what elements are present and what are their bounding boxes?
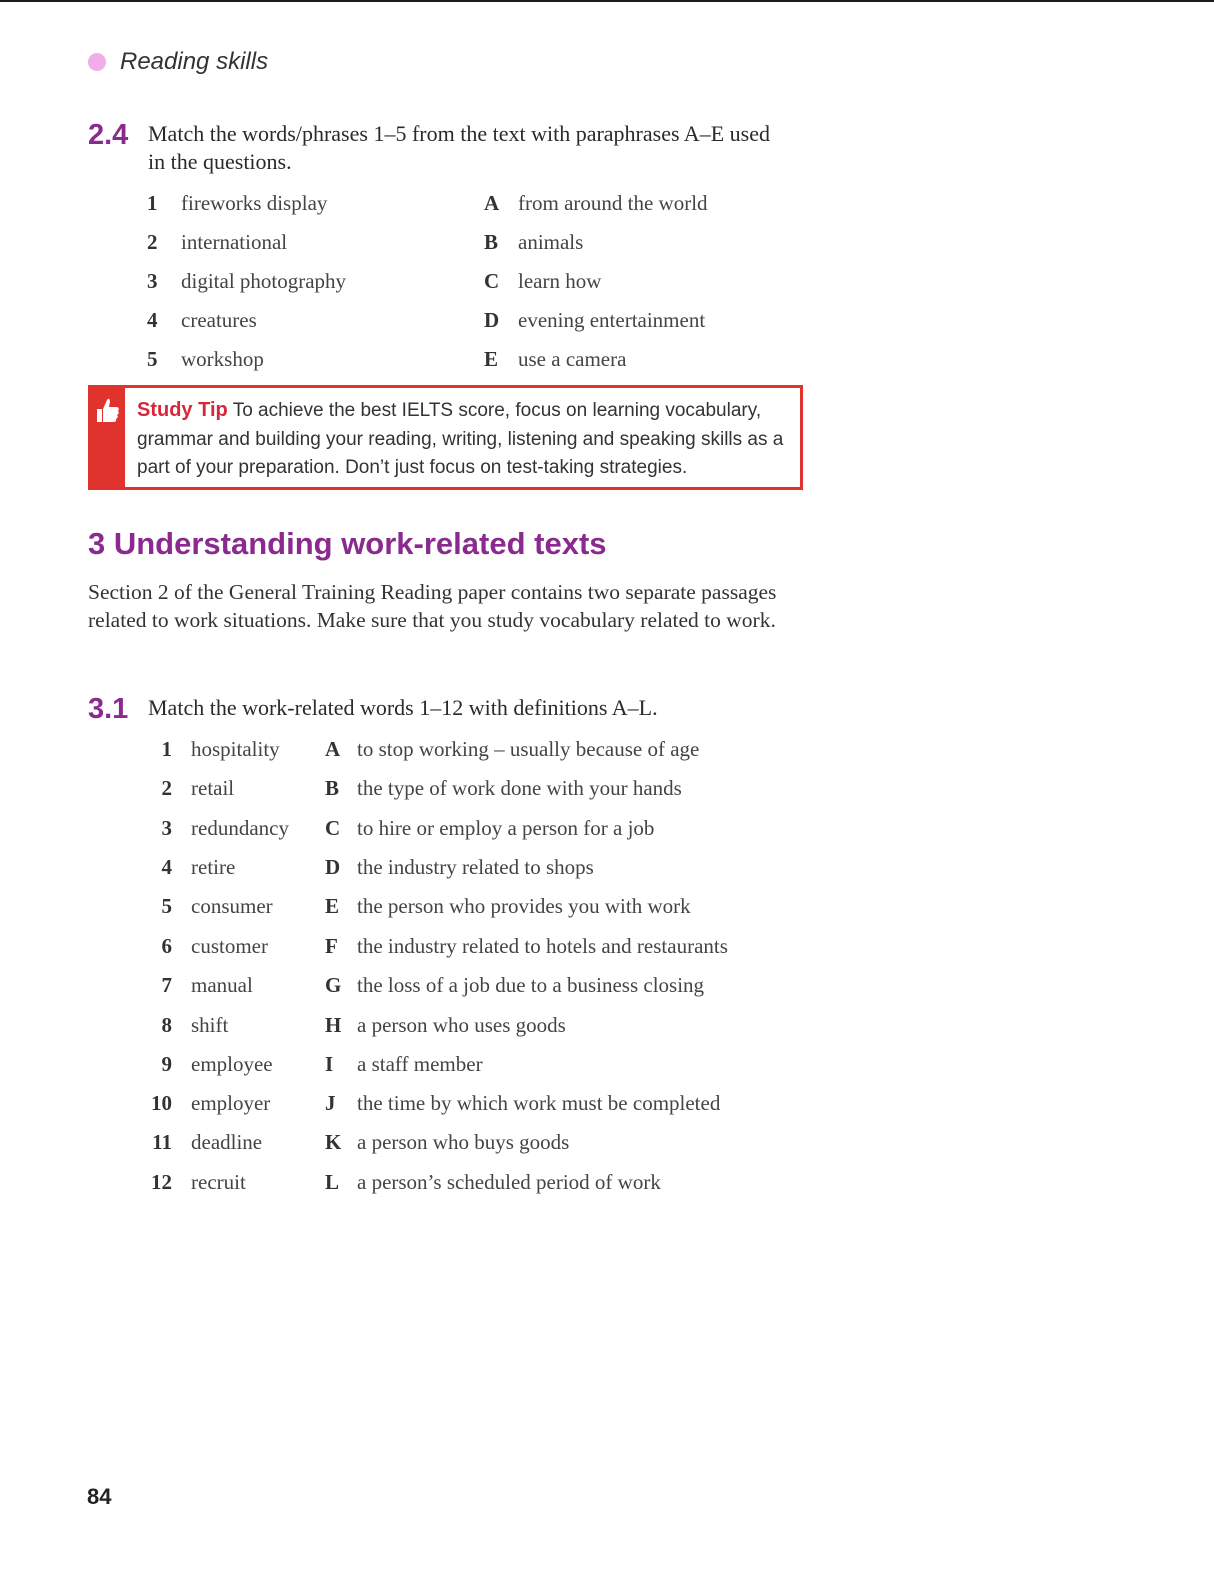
word-text: consumer <box>191 894 273 918</box>
item-number: 2 <box>147 230 158 254</box>
item-number: 5 <box>147 347 158 371</box>
option-text: from around the world <box>518 191 708 215</box>
definition-text: the loss of a job due to a business closing <box>357 973 705 997</box>
definition-letter: D <box>325 855 341 879</box>
item-text: creatures <box>181 308 257 332</box>
list-item <box>147 269 346 293</box>
thumbs-up-icon <box>94 396 122 426</box>
word-number: 12 <box>151 1170 172 1194</box>
item-text: international <box>181 230 288 254</box>
table-row <box>146 776 682 800</box>
definition-text: a staff member <box>357 1052 483 1076</box>
list-item <box>147 308 257 332</box>
exercise-2-4-heading <box>88 120 778 176</box>
definition-letter: I <box>325 1052 334 1076</box>
exercise-instruction: Match the work-related words 1–12 with definitions A–L. <box>148 695 658 720</box>
option-text: learn how <box>518 269 602 293</box>
table-row <box>146 894 691 918</box>
page-number: 84 <box>87 1484 112 1509</box>
definition-letter: F <box>325 934 338 958</box>
word-text: hospitality <box>191 737 280 761</box>
word-text: employee <box>191 1052 273 1076</box>
word-number: 6 <box>161 934 172 958</box>
definition-letter: J <box>325 1091 336 1115</box>
option-item <box>484 230 583 254</box>
word-text: retire <box>191 855 236 879</box>
table-row <box>146 737 699 761</box>
option-item <box>484 347 626 371</box>
section-intro: Section 2 of the General Training Reading paper contains two separate passages related to work situations. Make sure that you study vocabulary related to work. <box>88 580 777 632</box>
definition-letter: E <box>325 894 340 918</box>
item-text: fireworks display <box>181 191 328 215</box>
option-letter: C <box>484 269 500 293</box>
definition-text: the person who provides you with work <box>357 894 691 918</box>
definition-text: a person’s scheduled period of work <box>357 1170 661 1194</box>
definition-letter: K <box>325 1130 342 1154</box>
study-tip-body: To achieve the best IELTS score, focus on learning vocabulary, grammar and building your reading, writing, listening and speaking skills as a part of your preparation. Don’t just focus on test-taking strategies. <box>137 400 784 478</box>
bullet-dot-icon <box>88 53 106 71</box>
exercise-3-1-heading <box>88 694 808 724</box>
list-item <box>147 230 287 254</box>
table-row <box>146 816 654 840</box>
definition-text: the industry related to hotels and restaurants <box>357 934 728 958</box>
definition-text: to stop working – usually because of age <box>357 737 700 761</box>
definition-text: the type of work done with your hands <box>357 776 682 800</box>
definition-letter: C <box>325 816 341 840</box>
option-item <box>484 308 705 332</box>
word-number: 3 <box>161 816 172 840</box>
option-letter: D <box>484 308 500 332</box>
word-number: 7 <box>161 973 172 997</box>
option-letter: A <box>484 191 500 215</box>
item-number: 4 <box>147 308 158 332</box>
definition-letter: B <box>325 776 340 800</box>
running-header <box>88 48 268 76</box>
definition-text: to hire or employ a person for a job <box>357 816 655 840</box>
item-text: workshop <box>181 347 264 371</box>
definition-letter: A <box>325 737 341 761</box>
word-text: employer <box>191 1091 271 1115</box>
header-label: Reading skills <box>120 48 269 75</box>
word-text: deadline <box>191 1130 263 1154</box>
definition-text: the time by which work must be completed <box>357 1091 721 1115</box>
table-row <box>146 1091 720 1115</box>
option-item <box>484 191 708 215</box>
table-row <box>146 973 704 997</box>
word-number: 11 <box>152 1130 172 1154</box>
option-text: evening entertainment <box>518 308 706 332</box>
item-number: 3 <box>147 269 158 293</box>
word-text: retail <box>191 776 235 800</box>
table-row <box>146 1130 569 1154</box>
exercise-instruction: Match the words/phrases 1–5 from the text with paraphrases A–E used in the questions. <box>148 121 770 174</box>
item-text: digital photography <box>181 269 347 293</box>
word-text: recruit <box>191 1170 246 1194</box>
definition-text: a person who uses goods <box>357 1013 566 1037</box>
definition-letter: L <box>325 1170 340 1194</box>
word-text: manual <box>191 973 253 997</box>
word-text: shift <box>191 1013 229 1037</box>
word-number: 5 <box>161 894 172 918</box>
definition-letter: H <box>325 1013 342 1037</box>
word-number: 8 <box>161 1013 172 1037</box>
option-letter: E <box>484 347 499 371</box>
top-rule <box>0 0 1214 2</box>
word-number: 4 <box>161 855 172 879</box>
option-text: use a camera <box>518 347 627 371</box>
study-tip-title: Study Tip <box>137 399 228 421</box>
item-number: 1 <box>147 191 158 215</box>
definition-letter: G <box>325 973 342 997</box>
study-tip-bar <box>91 388 125 487</box>
word-number: 2 <box>161 776 172 800</box>
word-number: 9 <box>161 1052 172 1076</box>
word-text: redundancy <box>191 816 289 840</box>
table-row <box>146 1170 661 1194</box>
word-number: 10 <box>151 1091 172 1115</box>
exercise-number: 3.1 <box>88 693 129 725</box>
word-text: customer <box>191 934 268 958</box>
table-row <box>146 1013 566 1037</box>
table-row <box>146 855 594 879</box>
list-item <box>147 191 327 215</box>
option-letter: B <box>484 230 499 254</box>
option-item <box>484 269 601 293</box>
table-row <box>146 934 728 958</box>
word-number: 1 <box>161 737 172 761</box>
study-tip-box <box>88 385 803 490</box>
definition-text: the industry related to shops <box>357 855 594 879</box>
study-tip-text <box>137 396 797 483</box>
table-row <box>146 1052 483 1076</box>
section-title: 3 Understanding work-related texts <box>88 526 607 561</box>
definition-text: a person who buys goods <box>357 1130 570 1154</box>
exercise-number: 2.4 <box>88 119 129 151</box>
option-text: animals <box>518 230 584 254</box>
list-item <box>147 347 264 371</box>
